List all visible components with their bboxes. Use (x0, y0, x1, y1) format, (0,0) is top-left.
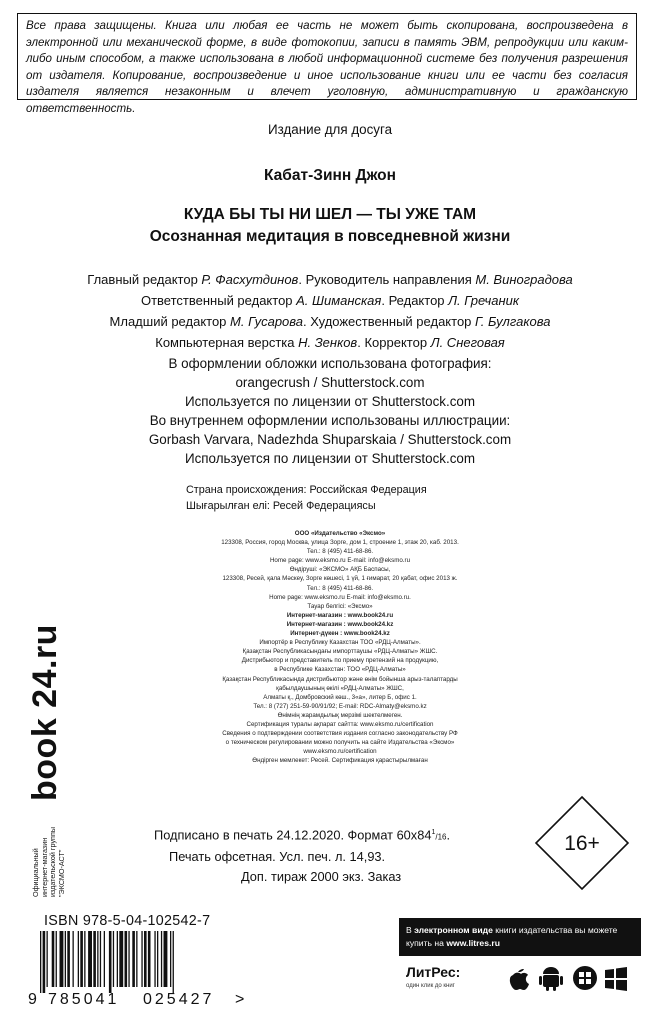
book24-side-text: Официальный интернет-магазин издательской группы "ЭКСМО-АСТ" (31, 826, 66, 897)
publisher-line: Интернет-дүкен : www.book24.kz (290, 630, 390, 638)
litres-tagline: один клик до книг (406, 983, 455, 989)
print-signed: Подписано в печать 24.12.2020. Формат $60x84^1/16$. (154, 827, 451, 843)
publisher-line: Сведения о подтверждении соответствия издания согласно законодательству РФ (222, 730, 458, 738)
book24-logo: book 24.ru (26, 624, 64, 801)
barcode-bar (157, 931, 158, 987)
publisher-line: о техническом регулировании можно получить на сайте Издательства «Эксмо» (225, 739, 455, 747)
barcode-bar (132, 931, 135, 987)
book24-side-label (24, 602, 74, 897)
barcode-bar (73, 931, 74, 987)
author: Кабат-Зинн Джон (264, 167, 396, 184)
country-of-origin (186, 482, 427, 514)
credit-line: Ответственный редактор А. Шиманская. Редактор Л. Гречаник (140, 293, 519, 308)
android-icon (539, 967, 563, 991)
barcode-bar (47, 931, 48, 987)
publisher-line: Home page: www.eksmo.ru E-mail: info@eksmo.ru. (269, 593, 411, 601)
barcode-bar (117, 931, 118, 987)
publisher-line: Интернет-магазин : www.book24.ru (286, 611, 394, 619)
windows-phone-icon (573, 966, 597, 990)
barcode-arrow: > (235, 991, 245, 1007)
photo-credit-line: Используется по лицензии от Shutterstock.com (184, 394, 476, 409)
print-info (154, 823, 534, 887)
age-rating-label: 16+ (564, 832, 600, 855)
publisher-line: Тауар белгісі: «Эксмо» (307, 602, 373, 610)
publisher-line: Импортёр в Республику Казахстан ТОО «РДЦ-Алматы». (259, 639, 421, 647)
barcode-bar (104, 931, 105, 987)
barcode-bar (52, 931, 55, 987)
publisher-line: Тел.: 8 (495) 411-68-86. (306, 584, 374, 592)
barcode-bar (173, 931, 174, 993)
publisher-line: Тел.: 8 (495) 411-68-86. (306, 548, 374, 556)
barcode-bar (67, 931, 70, 987)
litres-banner (399, 918, 641, 998)
book-title: КУДА БЫ ТЫ НИ ШЕЛ — ТЫ УЖЕ ТАМ (183, 206, 477, 223)
edition-label: Издание для досуга (267, 122, 393, 137)
credit-line: Главный редактор Р. Фасхутдинов. Руководитель направления М. Виноградова (87, 272, 573, 287)
barcode-bar (56, 931, 57, 987)
barcode-bar (125, 931, 128, 987)
age-rating-badge (534, 795, 630, 891)
barcode-bar (100, 931, 101, 987)
barcode-bar (128, 931, 129, 987)
publisher-line: қабылдаушының өкілі «РДЦ-Алматы» ЖШС, (276, 684, 404, 692)
publisher-line: www.eksmo.ru/certification (303, 748, 377, 756)
barcode-bar (144, 931, 147, 987)
credits (0, 269, 660, 353)
photo-credit-line: Во внутреннем оформлении использованы иллюстрации: (149, 413, 511, 428)
publisher-line: 123308, Россия, город Москва, улица Зорге, дом 1, строение 1, этаж 20, каб. 2013. (221, 539, 459, 547)
publisher-line: Қазақстан Республикасында дистрибьютор және өнім бойынша арыз-талаптарды (222, 675, 458, 683)
publisher-line: Home page: www.eksmo.ru E-mail: info@eksmo.ru (269, 557, 411, 565)
publisher-info (140, 529, 540, 765)
origin-line: Страна происхождения: Российская Федерация (186, 484, 427, 496)
print-run: Доп. тираж 2000 экз. Заказ (241, 869, 402, 885)
credit-line: Компьютерная верстка Н. Зенков. Корректор Л. Снеговая (155, 335, 505, 350)
book-subtitle: Осознанная медитация в повседневной жизни (149, 228, 511, 245)
barcode-bar (93, 931, 96, 987)
barcode-bar (40, 931, 41, 993)
publisher-line: ООО «Издательство «Эксмо» (294, 530, 386, 537)
publisher-line: в Республике Казахстан: ТОО «РДЦ-Алматы» (274, 666, 406, 674)
barcode-bar (84, 931, 85, 987)
apple-icon (510, 969, 529, 990)
barcode-bar (148, 931, 151, 987)
photo-credit-line: orangecrush / Shutterstock.com (235, 375, 425, 390)
photo-credit-line: Используется по лицензии от Shutterstock.com (184, 451, 476, 466)
litres-logo: ЛитРес: (406, 964, 461, 980)
barcode-bar (161, 931, 162, 987)
barcode-bar (164, 931, 168, 987)
barcode-bar (60, 931, 64, 987)
barcode-bar (119, 931, 123, 987)
credit-line: Младший редактор М. Гусарова. Художественный редактор Г. Булгакова (109, 314, 551, 329)
barcode-bar (109, 931, 112, 993)
publisher-line: Алматы қ., Домбровский көш., 3«а», литер Б, офис 1. (263, 693, 417, 701)
barcode-bar (170, 931, 171, 987)
barcode-bar (113, 931, 114, 987)
publisher-line: Сертификация туралы ақпарат сайтта: www.eksmo.ru/certification (246, 720, 434, 728)
publisher-line: Қазақстан Республикасындағы импорттаушы «РДЦ-Алматы» ЖШС. (242, 648, 438, 656)
barcode-bar (65, 931, 66, 987)
barcode-bar (88, 931, 92, 987)
publisher-line: 123308, Ресей, қала Мәскеу, Зорге көшесі, 1 үй, 1 ғимарат, 20 қабат, офис 2013 ж. (222, 575, 458, 583)
publisher-line: Өнімнің жарамдылық мерзімі шектелмеген. (277, 711, 403, 719)
windows-icon (605, 967, 627, 991)
publisher-line: Тел.: 8 (727) 251-59-90/91/92; E-mail: RDC-Almaty@eksmo.kz (253, 702, 427, 710)
barcode-bar (80, 931, 83, 987)
publisher-line: Дистрибьютор и представитель по приему претензий на продукцию, (241, 657, 439, 665)
photo-credits (0, 354, 660, 468)
publisher-line: Өндіруші: «ЭКСМО» АҚБ Баспасы, (289, 566, 391, 574)
photo-credit-line: Gorbash Varvara, Nadezhda Shuparskaia / Shutterstock.com (148, 432, 512, 447)
isbn: ISBN 978-5-04-102542-7 (44, 913, 211, 929)
barcode-bar (78, 931, 79, 987)
barcode-bar (154, 931, 155, 987)
barcode-right-digits: 025427 (143, 991, 215, 1007)
photo-credit-line: В оформлении обложки использована фотография: (168, 356, 492, 371)
barcode-bar (136, 931, 137, 987)
publisher-line: Өндірген мемлекет: Ресей. Сертификация қарастырылмаған (252, 757, 428, 765)
barcode-bar (43, 931, 46, 993)
print-type: Печать офсетная. Усл. печ. л. 14,93. (169, 849, 386, 865)
barcode-bar (141, 931, 142, 987)
barcode-bar (97, 931, 98, 987)
origin-line: Шығарылған елі: Ресей Федерациясы (186, 500, 376, 512)
litres-text: В электронном виде книги издательства вы можете купить на www.litres.ru (406, 925, 618, 948)
publisher-line: Интернет-магазин : www.book24.kz (286, 620, 394, 628)
copyright-notice: Все права защищены. Книга или любая ее часть не может быть скопирована, воспроизведена в электронной или механической форме, в виде фотокопии, записи в память ЭВМ, репродукции или каким-либо иным способом, а также использована в любой информационной системе без получения разрешения от издателя. Копирование, воспроизведение и иное использование книги или ее части без согласия издателя является незаконным и влечет уголовную, административную и гражданскую ответственность. (17, 13, 637, 100)
barcode-first-digit: 9 (28, 991, 37, 1007)
side-divider (20, 680, 21, 681)
barcode (28, 931, 248, 1007)
barcode-left-digits: 785041 (48, 991, 120, 1007)
